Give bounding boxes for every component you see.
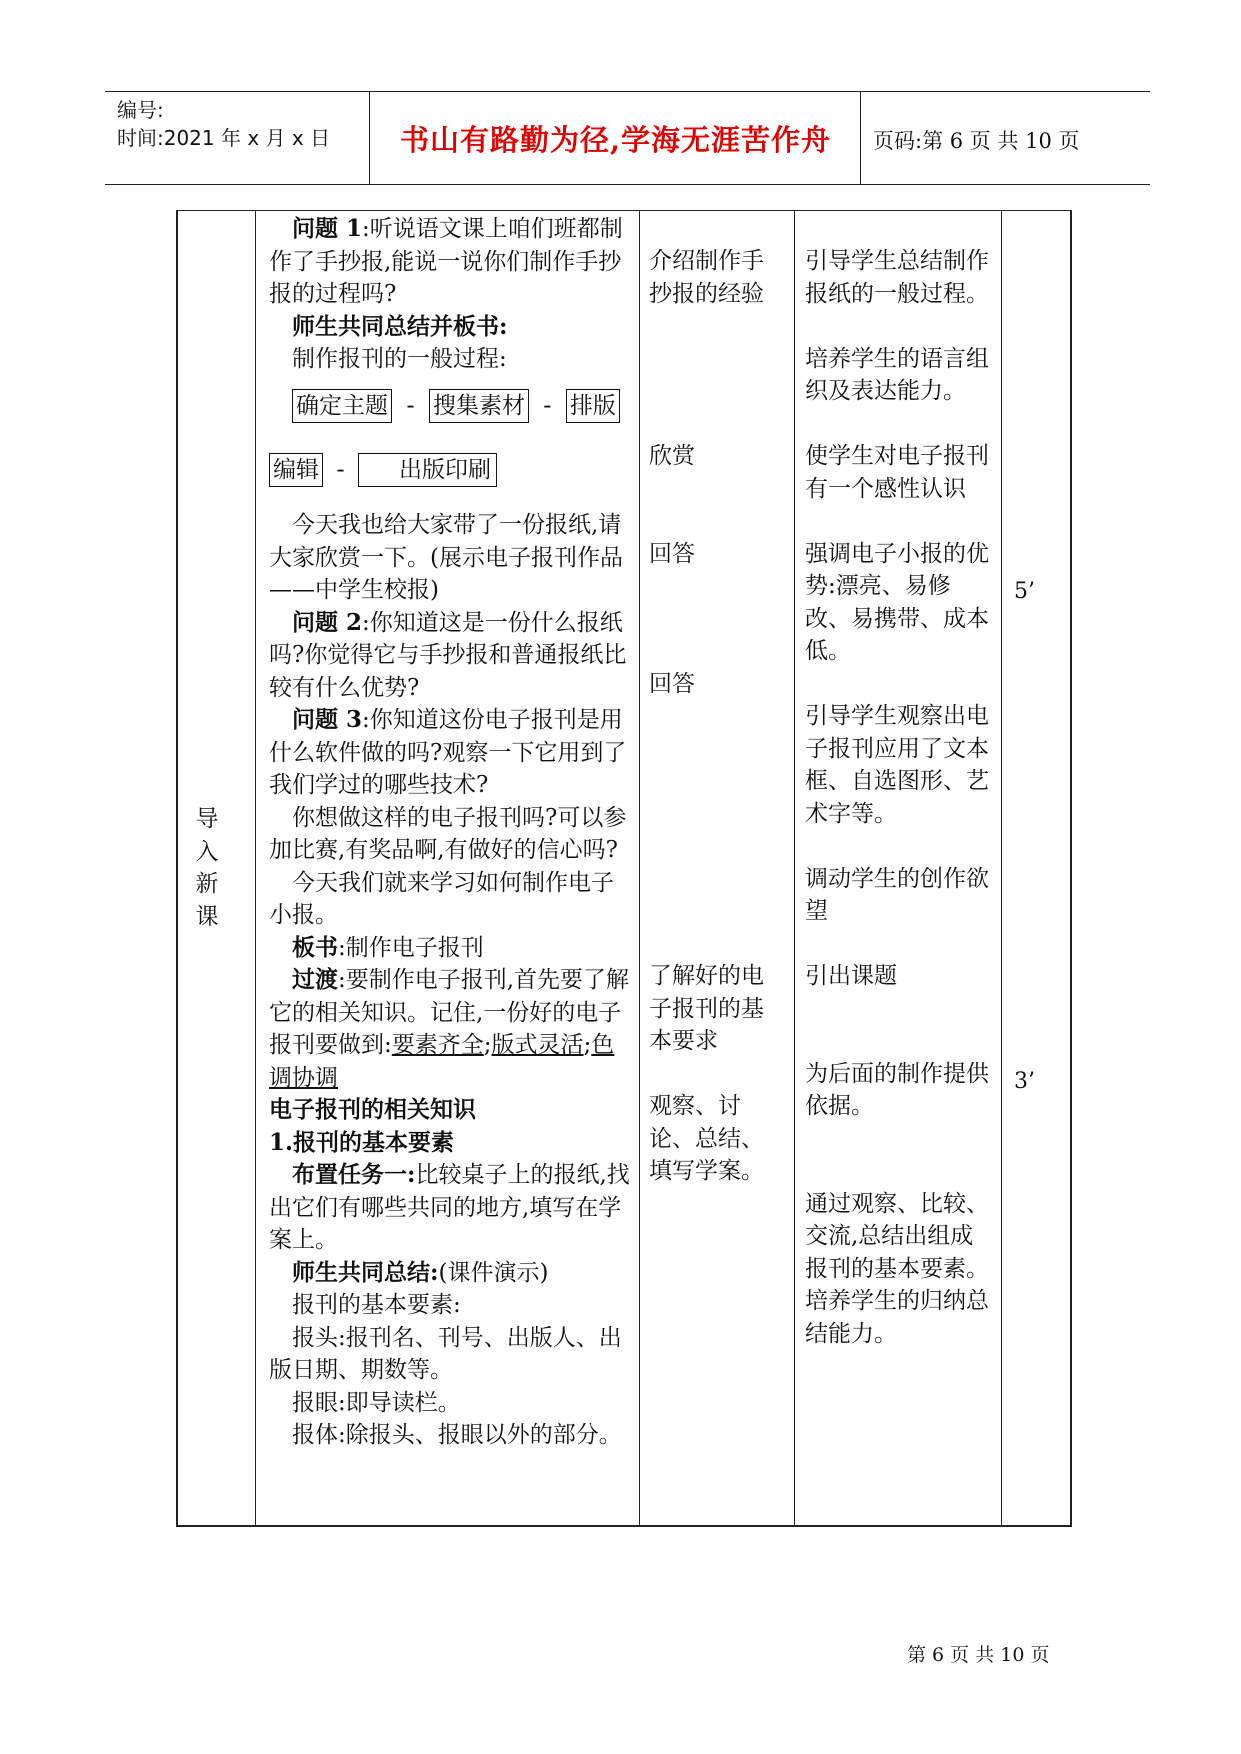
question-3: 问题 3:你知道这份电子报刊是用什么软件做的吗?观察一下它用到了我们学过的哪些技术? (269, 706, 627, 798)
flow-step: 编辑 (269, 453, 323, 487)
question-2: 问题 2:你知道这是一份什么报纸吗?你觉得它与手抄报和普通报纸比较有什么优势? (269, 608, 627, 701)
time-label: 时间:2021 年 x 月 x 日 (117, 126, 331, 150)
lesson-table (176, 210, 1072, 1527)
column-divider (1001, 211, 1002, 1525)
task-1: 布置任务一:比较桌子上的报纸,找出它们有哪些共同的地方,填写在学案上。 (269, 1161, 630, 1253)
teaching-content-main: 今天我也给大家带了一份报纸,请大家欣赏一下。(展示电子报刊作品——中学生校报) 问题 2:你知道这是一份什么报纸吗?你觉得它与手抄报和普通报纸比较有什么优势? 问题 3:你知道这份电子报刊是用什么软件做的吗?观察一下它用到了我们学过的哪些技术? 你想做这样的电子报刊吗?可以参加比赛,有奖品啊,有做好的信心吗? 今天我们就来学习如何制作电子小报。 板书:制作电子报刊 过渡:要制作电子报刊,首先要了解它的相关知识。记住,一份好的电子报刊要做到:要素齐全;版式灵活;色调协调 电子报刊的相关知识 1.报刊的基本要素 布置任务一:比较桌子上的报纸,找出它们有哪些共同的地方,填写在学案上。 师生共同总结:(课件演示) 报刊的基本要素: 报头:报刊名、刊号、出版人、出版日期、期数等。 报眼:即导读栏。 报体:除报头、报眼以外的部分。 (269, 509, 633, 1452)
teaching-content (269, 213, 633, 376)
header-divider (860, 92, 861, 184)
page-footer: 第 6 页 共 10 页 (907, 1644, 1050, 1666)
knowledge-title: 电子报刊的相关知识 (269, 1096, 476, 1123)
question-1: 问题 1:听说语文课上咱们班都制作了手抄报,能说一说你们制作手抄报的过程吗? (269, 215, 623, 307)
transition: 过渡:要制作电子报刊,首先要了解它的相关知识。记住,一份好的电子报刊要做到:要素齐全;版式灵活;色调协调 (269, 966, 630, 1091)
column-divider (255, 211, 256, 1525)
board-note: 板书:制作电子报刊 (292, 933, 484, 961)
section-label: 导 入 新 课 (195, 806, 219, 930)
process-flow-row-2: 编辑 - 出版印刷 (269, 453, 497, 487)
page-header (105, 91, 1150, 185)
header-meta (117, 96, 367, 152)
design-intent: 引导学生总结制作报纸的一般过程。 培养学生的语言组织及表达能力。 使学生对电子报刊有一个感性认识 强调电子小报的优势:漂亮、易修改、易携带、成本低。 引导学生观察出电子报刊应用了文本框、自选图形、艺术字等。 调动学生的创作欲望 引出课题 为后面的制作提供依据。 通过观察、比较、交流,总结出组成报刊的基本要素。培养学生的归纳总结能力。 (805, 248, 989, 1347)
summary-board: 师生共同总结并板书: (292, 312, 508, 340)
header-motto: 书山有路勤为径,学海无涯苦作舟 (399, 123, 832, 157)
flow-step: 搜集素材 (429, 389, 529, 423)
process-title: 制作报刊的一般过程: (292, 346, 507, 372)
process-flow-row-1: 确定主题 - 搜集素材 - 排版 (292, 389, 620, 423)
time-allocation: 5’ (1014, 579, 1035, 604)
flow-step: 确定主题 (292, 389, 392, 423)
column-divider (794, 211, 795, 1525)
summary-2: 师生共同总结:(课件演示) (292, 1258, 549, 1286)
elements-title: 1.报刊的基本要素 (269, 1128, 455, 1156)
flow-step: 排版 (566, 389, 620, 423)
number-label: 编号: (117, 98, 164, 122)
time-allocation: 3’ (1014, 1069, 1035, 1094)
header-divider (369, 92, 370, 184)
header-page-info: 页码:第 6 页 共 10 页 (873, 129, 1080, 153)
flow-step: 出版印刷 (358, 453, 497, 487)
student-activity: 介绍制作手抄报的经验 欣赏 回答 回答 了解好的电子报刊的基本要求 观察、讨论、总结、填写学案。 (649, 248, 764, 1184)
column-divider (639, 211, 640, 1525)
